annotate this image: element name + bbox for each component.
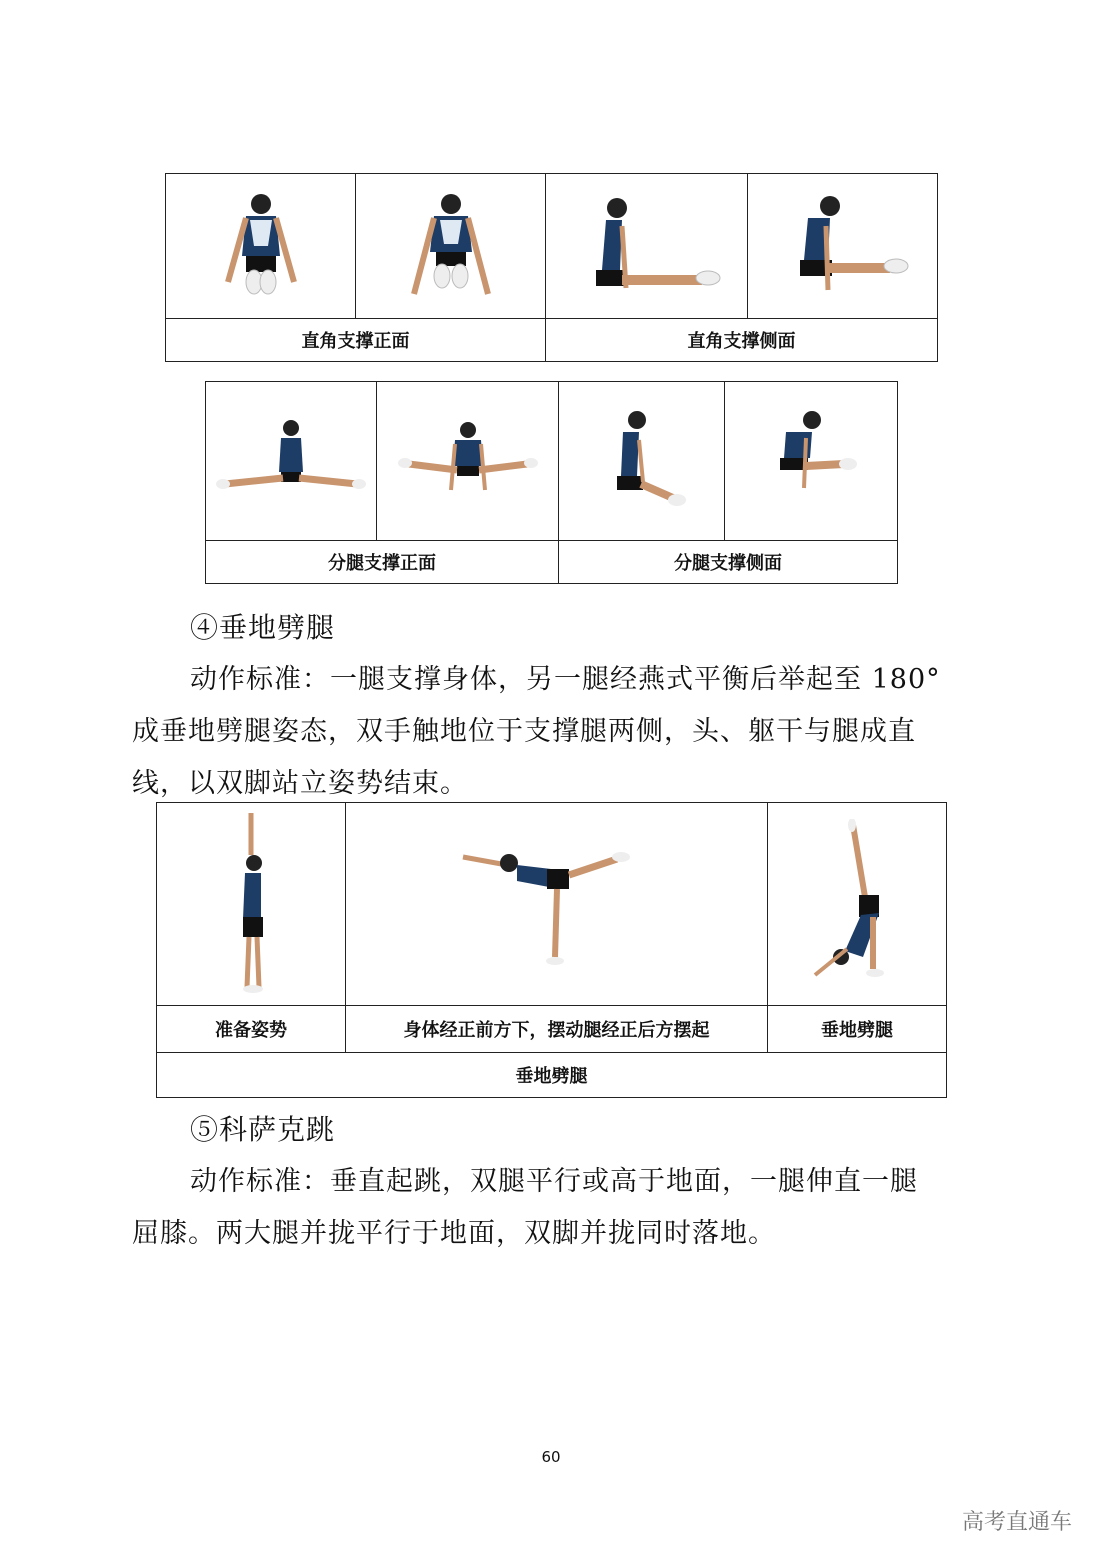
athlete-figure-icon: [221, 809, 281, 999]
athlete-figure-icon: [393, 416, 543, 506]
figure-table-straddle-support: [205, 381, 898, 584]
caption-vertical-split: 垂地劈腿: [768, 1006, 947, 1053]
athlete-figure-icon: [756, 406, 866, 516]
athlete-figure-icon: [587, 406, 697, 516]
photo-l-support-side-2: [748, 174, 938, 319]
athlete-figure-icon: [206, 186, 316, 306]
section-heading-vertical-split: ④垂地劈腿: [190, 611, 336, 644]
caption-swing-leg-back: 身体经正前方下，摆动腿经正后方摆起: [346, 1006, 768, 1053]
caption-straddle-support-side: 分腿支撑侧面: [559, 541, 898, 584]
page-number: 60: [541, 1448, 561, 1466]
photo-vertical-split: [768, 803, 947, 1006]
photo-swing-leg-back: [346, 803, 768, 1006]
photo-ready-position: [157, 803, 346, 1006]
caption-l-support-front: 直角支撑正面: [166, 319, 546, 362]
paragraph-line: 屈膝。两大腿并拢平行于地面，双脚并拢同时落地。: [132, 1218, 776, 1249]
caption-ready-position: 准备姿势: [157, 1006, 346, 1053]
figure-table-vertical-split: [156, 802, 947, 1098]
photo-straddle-support-front-2: [377, 382, 559, 541]
figure-table-l-support: [165, 173, 938, 362]
athlete-figure-icon: [768, 186, 918, 306]
athlete-figure-icon: [562, 186, 732, 306]
photo-l-support-side-1: [546, 174, 748, 319]
paragraph-line: 成垂地劈腿姿态，双手触地位于支撑腿两侧，头、躯干与腿成直: [132, 716, 916, 747]
photo-straddle-support-side-2: [725, 382, 898, 541]
photo-straddle-support-front-1: [206, 382, 377, 541]
watermark: 高考直通车: [961, 1510, 1072, 1535]
athlete-figure-icon: [211, 416, 371, 506]
paragraph-line: 线，以双脚站立姿势结束。: [132, 768, 468, 799]
caption-l-support-side: 直角支撑侧面: [546, 319, 938, 362]
athlete-figure-icon: [457, 839, 657, 969]
section-heading-cossack-jump: ⑤科萨克跳: [190, 1113, 336, 1146]
photo-l-support-front-1: [166, 174, 356, 319]
caption-straddle-support-front: 分腿支撑正面: [206, 541, 559, 584]
photo-l-support-front-2: [356, 174, 546, 319]
caption-table-title: 垂地劈腿: [157, 1053, 947, 1098]
photo-straddle-support-side-1: [559, 382, 725, 541]
section-5-paragraph: [132, 1156, 972, 1260]
paragraph-line: 动作标准：一腿支撑身体，另一腿经燕式平衡后举起至 180°: [190, 664, 941, 695]
athlete-figure-icon: [807, 819, 907, 989]
paragraph-line: 动作标准：垂直起跳，双腿平行或高于地面，一腿伸直一腿: [190, 1166, 918, 1197]
section-4-paragraph: [132, 654, 972, 810]
athlete-figure-icon: [396, 186, 506, 306]
